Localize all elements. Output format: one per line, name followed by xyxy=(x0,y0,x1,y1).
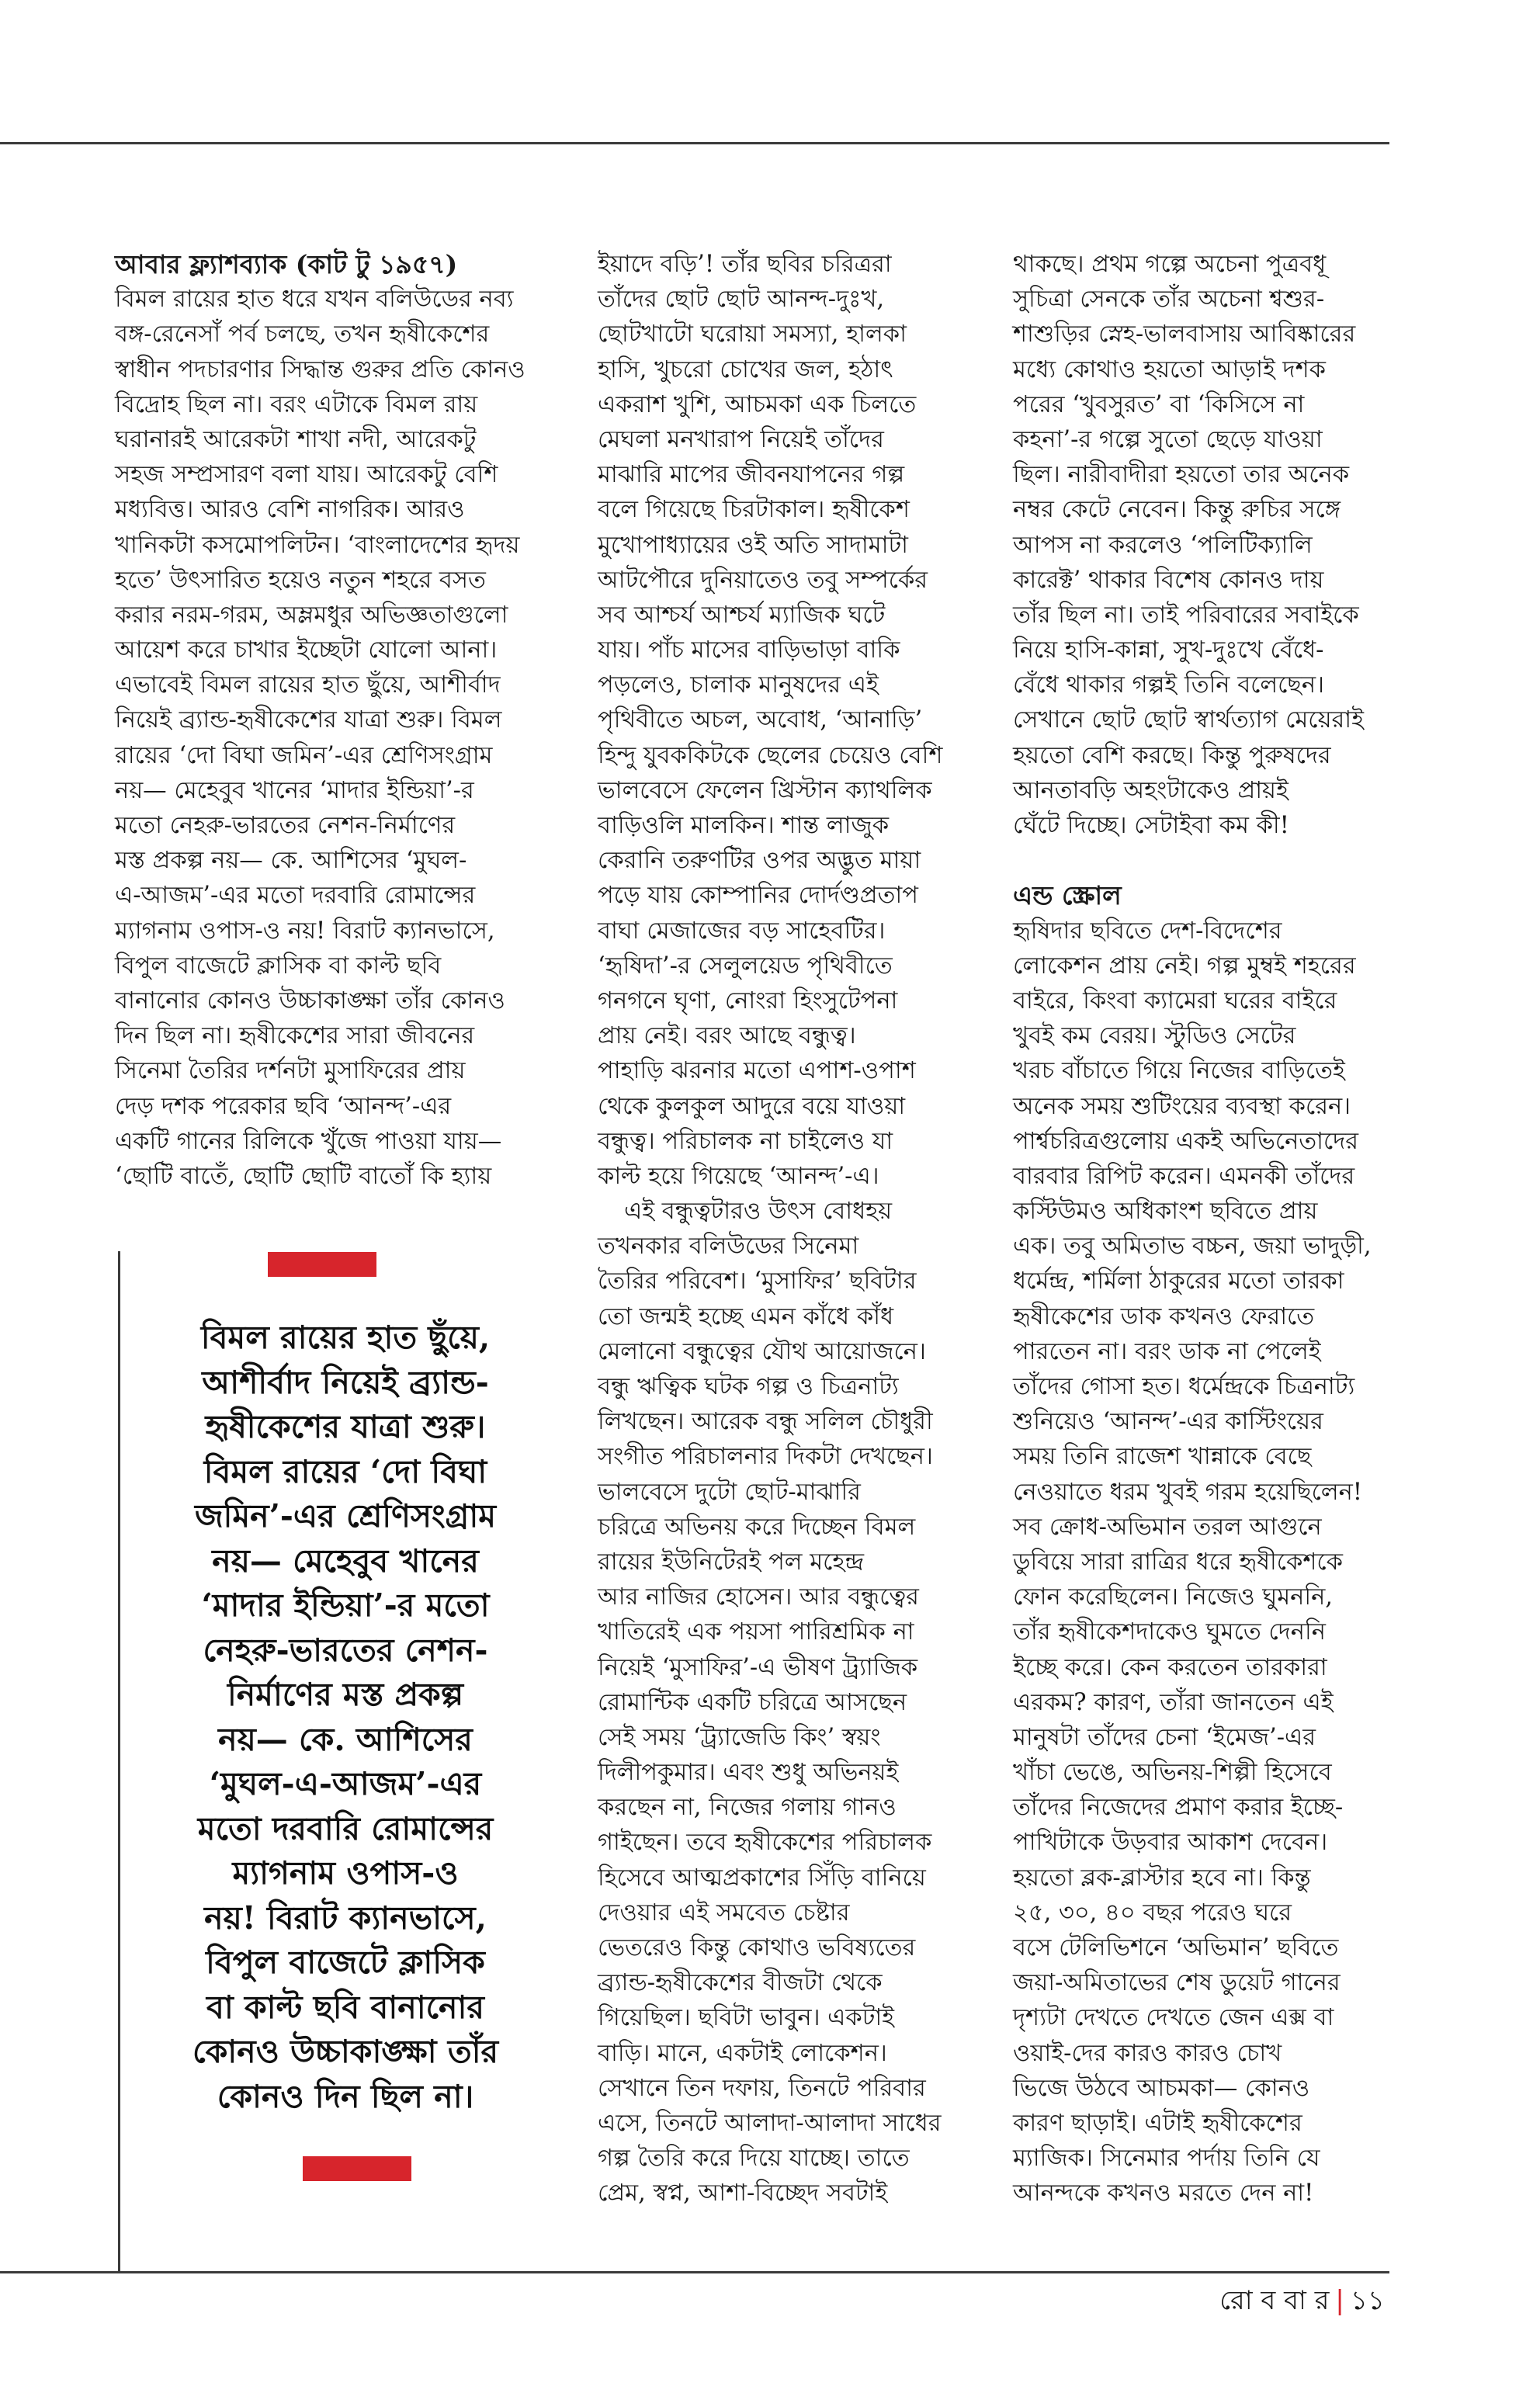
body-text-line: তখনকার বলিউডের সিনেমা xyxy=(598,1233,859,1261)
body-text-line: মানুষটা তাঁদের চেনা ‘ইমেজ’-এর xyxy=(1013,1723,1316,1751)
body-text-line: হৃষিদার ছবিতে দেশ-বিদেশের xyxy=(1013,917,1282,945)
body-text-line: পড়ে যায় কোম্পানির দোর্দণ্ডপ্রতাপ xyxy=(598,882,918,910)
body-text-line: গাইছেন। তবে হৃষীকেশের পরিচালক xyxy=(598,1829,932,1857)
body-text-line: সেই সময় ‘ট্র্যাজেডি কিং’ স্বয়ং xyxy=(598,1723,881,1751)
pullquote-top-red-bar xyxy=(268,1252,376,1277)
body-text-line: পৃথিবীতে অচল, অবোধ, ‘আনাড়ি’ xyxy=(598,706,923,734)
top-rule xyxy=(0,142,1389,144)
body-text-line: সেখানে ছোট ছোট স্বার্থত্যাগ মেয়েরাই xyxy=(1013,706,1365,734)
body-text-line: আনতাবড়ি অহংটাকেও প্রায়ই xyxy=(1013,776,1289,804)
article-column-3 xyxy=(1013,247,1417,2211)
body-text-line: কস্টিউমও অধিকাংশ ছবিতে প্রায় xyxy=(1013,1198,1318,1226)
body-text-line: এভাবেই বিমল রায়ের হাত ছুঁয়ে, আশীর্বাদ xyxy=(115,671,501,699)
column-3-body-part-1 xyxy=(1013,247,1417,843)
body-text-line: সময় তিনি রাজেশ খান্নাকে বেছে xyxy=(1013,1443,1312,1471)
body-text-line: কারেক্ট’ থাকার বিশেষ কোনও দায় xyxy=(1013,566,1324,594)
body-text-line: বারবার রিপিট করেন। এমনকী তাঁদের xyxy=(1013,1162,1355,1190)
body-text-line: ম্যাজিক। সিনেমার পর্দায় তিনি যে xyxy=(1013,2145,1320,2173)
body-text-line: মুখোপাধ্যায়ের ওই অতি সাদামাটা xyxy=(598,531,908,559)
body-text-line: মস্ত প্রকল্প নয়— কে. আশিসের ‘মুঘল- xyxy=(115,847,467,875)
pullquote-line: বিপুল বাজেটে ক্লাসিক xyxy=(206,1944,485,1981)
pullquote xyxy=(140,1316,551,2119)
body-text-line: মেঘলা মনখারাপ নিয়েই তাঁদের xyxy=(598,425,884,453)
body-text-line: দিন ছিল না। হৃষীকেশের সারা জীবনের xyxy=(115,1022,475,1050)
body-text-line: ‘ছোটি বাতেঁ, ছোটি ছোটি বাতোঁ কি হ্যায় xyxy=(115,1162,492,1190)
body-text-line: আর নাজির হোসেন। আর বন্ধুত্বের xyxy=(598,1583,919,1611)
body-text-line: ২৫, ৩০, ৪০ বছর পরেও ঘরে xyxy=(1013,1899,1292,1927)
body-text-line: হিন্দু যুবককিটকে ছেলের চেয়েও বেশি xyxy=(598,741,943,769)
body-text-line: বন্ধু ঋত্বিক ঘটক গল্প ও চিত্রনাট্য xyxy=(598,1373,899,1400)
body-text-line: বিদ্রোহ ছিল না। বরং এটাকে বিমল রায় xyxy=(115,390,478,418)
body-text-line: যায়। পাঁচ মাসের বাড়িভাড়া বাকি xyxy=(598,636,900,664)
body-text-line: দেড় দশক পরেকার ছবি ‘আনন্দ’-এর xyxy=(115,1092,452,1120)
body-text-line: বেঁধে থাকার গল্পই তিনি বলেছেন। xyxy=(1013,671,1325,699)
body-text-line: খানিকটা কসমোপলিটন। ‘বাংলাদেশের হৃদয় xyxy=(115,531,520,559)
body-text-line: ফোন করেছিলেন। নিজেও ঘুমননি, xyxy=(1013,1583,1333,1611)
body-text-line: কাল্ট হয়ে গিয়েছে ‘আনন্দ’-এ। xyxy=(598,1162,879,1190)
body-text-line: গল্প তৈরি করে দিয়ে যাচ্ছে। তাতে xyxy=(598,2145,910,2173)
body-text-line: নম্বর কেটে নেবেন। কিন্তু রুচির সঙ্গে xyxy=(1013,496,1341,524)
body-text-line: মাঝারি মাপের জীবনযাপনের গল্প xyxy=(598,461,905,489)
body-text-line: খাতিরেই এক পয়সা পারিশ্রমিক না xyxy=(598,1618,914,1646)
body-text-line: থেকে কুলকুল আদুরে বয়ে যাওয়া xyxy=(598,1092,906,1120)
pullquote-line: নয়! বিরাট ক্যানভাসে, xyxy=(204,1899,487,1937)
section-heading-end-scroll: এন্ড স্ক্রোল xyxy=(1013,880,1122,911)
body-text-line: ওয়াই-দের কারও কারও চোখ xyxy=(1013,2039,1282,2067)
body-text-line: তো জন্মই হচ্ছে এমন কাঁধে কাঁধ xyxy=(598,1302,894,1330)
body-text-line: কারণ ছাড়াই। এটাই হৃষীকেশের xyxy=(1013,2109,1302,2137)
body-text-line: নিয়ে হাসি-কান্না, সুখ-দুঃখে বেঁধে- xyxy=(1013,636,1324,664)
body-text-line: খরচ বাঁচাতে গিয়ে নিজের বাড়িতেই xyxy=(1013,1057,1345,1085)
body-text-line: শাশুড়ির স্নেহ-ভালবাসায় আবিষ্কারের xyxy=(1013,321,1356,349)
pullquote-line: কোনও দিন ছিল না। xyxy=(217,2077,474,2115)
body-text-line: চরিত্রে অভিনয় করে দিচ্ছেন বিমল xyxy=(598,1513,916,1541)
body-text-line: করার নরম-গরম, অম্লমধুর অভিজ্ঞতাগুলো xyxy=(115,601,508,629)
pullquote-bottom-red-bar xyxy=(303,2156,411,2181)
pullquote-line: আশীর্বাদ নিয়েই ব্র্যান্ড- xyxy=(202,1363,489,1401)
section-gap xyxy=(1013,843,1417,878)
body-text-line: ম্যাগনাম ওপাস-ও নয়! বিরাট ক্যানভাসে, xyxy=(115,917,495,945)
body-text-line: দৃশ্যটা দেখতে দেখতে জেন এক্স বা xyxy=(1013,2004,1334,2032)
body-text-line: ভালবেসে ফেলেন খ্রিস্টান ক্যাথলিক xyxy=(598,776,932,804)
body-text-line: তাঁদের গোসা হত। ধর্মেন্দ্রকে চিত্রনাট্য xyxy=(1013,1373,1355,1400)
body-text-line: সব ক্রোধ-অভিমান তরল আগুনে xyxy=(1013,1513,1322,1541)
body-text-line: ডুবিয়ে সারা রাত্রির ধরে হৃষীকেশকে xyxy=(1013,1548,1344,1576)
body-text-line: পারতেন না। বরং ডাক না পেলেই xyxy=(1013,1337,1321,1365)
body-text-line: সিনেমা তৈরির দর্শনটা মুসাফিরের প্রায় xyxy=(115,1057,466,1085)
body-text-line: ভালবেসে দুটো ছোট-মাঝারি xyxy=(598,1478,861,1506)
body-text-line: একরাশ খুশি, আচমকা এক চিলতে xyxy=(598,390,917,418)
body-text-line: বন্ধুত্ব। পরিচালক না চাইলেও যা xyxy=(598,1127,893,1155)
body-text-line: তাঁর হৃষীকেশদাকেও ঘুমতে দেননি xyxy=(1013,1618,1326,1646)
body-text-line: নিয়েই ব্র্যান্ড-হৃষীকেশের যাত্রা শুরু। বিমল xyxy=(115,706,502,734)
body-text-line: গিয়েছিল। ছবিটা ভাবুন। একটাই xyxy=(598,2004,895,2032)
pullquote-line: বিমল রায়ের হাত ছুঁয়ে, xyxy=(200,1319,491,1356)
body-text-line: থাকছে। প্রথম গল্পে অচেনা পুত্রবধূ xyxy=(1013,251,1327,278)
body-text-line: আনন্দকে কখনও মরতে দেন না! xyxy=(1013,2180,1314,2207)
body-text-line: ইচ্ছে করে। কেন করতেন তারকারা xyxy=(1013,1653,1327,1681)
body-text-line: রোমান্টিক একটি চরিত্রে আসছেন xyxy=(598,1688,907,1716)
body-text-line: ব্র্যান্ড-হৃষীকেশের বীজটা থেকে xyxy=(598,1969,883,1997)
body-text-line: হৃষীকেশের ডাক কখনও ফেরাতে xyxy=(1013,1302,1315,1330)
body-text-line: বিমল রায়ের হাত ধরে যখন বলিউডের নব্য xyxy=(115,286,514,314)
body-text-line: পরের ‘খুবসুরত’ বা ‘কিসিসে না xyxy=(1013,390,1305,418)
body-text-line: শুনিয়েও ‘আনন্দ’-এর কাস্টিংয়ের xyxy=(1013,1408,1323,1436)
body-text-line: পড়লেও, চালাক মানুষদের এই xyxy=(598,671,879,699)
body-text-line: আয়েশ করে চাখার ইচ্ছেটা যোলো আনা। xyxy=(115,636,498,664)
body-text-line: বাঘা মেজাজের বড় সাহেবটির। xyxy=(598,917,886,945)
body-text-line: হয়তো বেশি করছে। কিন্তু পুরুষদের xyxy=(1013,741,1331,769)
body-text-line: আটপৌরে দুনিয়াতেও তবু সম্পর্কের xyxy=(598,566,928,594)
pullquote-line: নেহরু-ভারতের নেশন- xyxy=(203,1631,488,1669)
body-text-line: কহনা’-র গল্পে সুতো ছেড়ে যাওয়া xyxy=(1013,425,1323,453)
body-text-line: প্রেম, স্বপ্ন, আশা-বিচ্ছেদ সবটাই xyxy=(598,2180,888,2207)
body-text-line: পাহাড়ি ঝরনার মতো এপাশ-ওপাশ xyxy=(598,1057,916,1085)
body-text-line: ভিজে উঠবে আচমকা— কোনও xyxy=(1013,2074,1310,2102)
body-text-line: তৈরির পরিবেশ। ‘মুসাফির’ ছবিটার xyxy=(598,1268,917,1295)
footer-separator: | xyxy=(1335,2285,1344,2316)
column-2-body-part-2 xyxy=(598,1229,1001,2211)
body-text-line: রায়ের ইউনিটেরই পল মহেন্দ্র xyxy=(598,1548,865,1576)
body-text-line: প্রায় নেই। বরং আছে বন্ধুত্ব। xyxy=(598,1022,856,1050)
body-text-line: হয়তো ব্লক-ব্লাস্টার হবে না। কিন্তু xyxy=(1013,1864,1311,1892)
body-text-line: কেরানি তরুণটির ওপর অদ্ভুত মায়া xyxy=(598,847,921,875)
body-text-line: এরকম? কারণ, তাঁরা জানতেন এই xyxy=(1013,1688,1334,1716)
section-heading-flashback: আবার ফ্ল্যাশব্যাক (কাট টু ১৯৫৭) xyxy=(115,249,458,279)
body-text-line: পার্শ্বচরিত্রগুলোয় একই অভিনেতাদের xyxy=(1013,1127,1359,1155)
page-footer xyxy=(1219,2285,1385,2316)
body-text-line: ঘেঁটে দিচ্ছে। সেটাইবা কম কী! xyxy=(1013,812,1289,839)
body-text-line: সহজ সম্প্রসারণ বলা যায়। আরেকটু বেশি xyxy=(115,461,498,489)
body-text-line: বিপুল বাজেটে ক্লাসিক বা কাল্ট ছবি xyxy=(115,952,442,980)
pullquote-line: ম্যাগনাম ওপাস-ও xyxy=(232,1854,459,1892)
body-text-line: এক। তবু অমিতাভ বচ্চন, জয়া ভাদুড়ী, xyxy=(1013,1233,1372,1261)
body-text-line: বাড়ি। মানে, একটাই লোকেশন। xyxy=(598,2039,887,2067)
body-text-line: হিসেবে আত্মপ্রকাশের সিঁড়ি বানিয়ে xyxy=(598,1864,926,1892)
body-text-line: লোকেশন প্রায় নেই। গল্প মুম্বই শহরের xyxy=(1013,952,1356,980)
body-text-line: জয়া-অমিতাভের শেষ ডুয়েট গানের xyxy=(1013,1969,1341,1997)
page-number: ১১ xyxy=(1350,2285,1385,2316)
body-text-line: স্বাধীন পদচারণার সিদ্ধান্ত গুরুর প্রতি কোনও xyxy=(115,355,525,383)
body-text-line: নেওয়াতে ধরম খুবই গরম হয়েছিলেন! xyxy=(1013,1478,1363,1506)
pullquote-line: বিমল রায়ের ‘দো বিঘা xyxy=(203,1452,487,1490)
body-text-line: হতে’ উৎসারিত হয়েও নতুন শহরে বসত xyxy=(115,566,486,594)
pullquote-line: হৃষীকেশের যাত্রা শুরু। xyxy=(205,1408,486,1445)
body-text-line: ছোটখাটো ঘরোয়া সমস্যা, হালকা xyxy=(598,321,907,349)
column-3-body-part-2 xyxy=(1013,914,1417,2211)
body-text-line: দেওয়ার এই সমবেত চেষ্টার xyxy=(598,1899,850,1927)
body-text-line: সব আশ্চর্য আশ্চর্য ম্যাজিক ঘটে xyxy=(598,601,886,629)
column-2-body-part-1 xyxy=(598,247,1001,1194)
body-text-line: আপস না করলেও ‘পলিটিক্যালি xyxy=(1013,531,1313,559)
body-text-line: মতো নেহরু-ভারতের নেশন-নির্মাণের xyxy=(115,812,456,839)
body-text-line: ধর্মেন্দ্র, শর্মিলা ঠাকুরের মতো তারকা xyxy=(1013,1268,1344,1295)
body-text-line: এ-আজম’-এর মতো দরবারি রোমান্সের xyxy=(115,882,476,910)
body-text-line: মধ্যে কোথাও হয়তো আড়াই দশক xyxy=(1013,355,1326,383)
body-text-line: ইয়াদে বড়ি’! তাঁর ছবির চরিত্ররা xyxy=(598,251,892,278)
body-text-line: ‘হৃষিদা’-র সেলুলয়েড পৃথিবীতে xyxy=(598,952,893,980)
body-text-line: সংগীত পরিচালনার দিকটা দেখছেন। xyxy=(598,1443,933,1471)
body-text-line: হাসি, খুচরো চোখের জল, হঠাৎ xyxy=(598,355,893,383)
bottom-rule xyxy=(0,2271,1389,2273)
body-text-line: নিয়েই ‘মুসাফির’-এ ভীষণ ট্র্যাজিক xyxy=(598,1653,918,1681)
body-text-line: তাঁদের নিজেদের প্রমাণ করার ইচ্ছে- xyxy=(1013,1794,1344,1822)
body-text-line: করছেন না, নিজের গলায় গানও xyxy=(598,1794,897,1822)
body-text-line: একটি গানের রিলিকে খুঁজে পাওয়া যায়— xyxy=(115,1127,502,1155)
pullquote-line: ‘মাদার ইন্ডিয়া’-র মতো xyxy=(201,1587,490,1624)
article-column-1 xyxy=(115,247,525,1194)
body-text-line: পাখিটাকে উড়বার আকাশ দেবেন। xyxy=(1013,1829,1328,1857)
body-text-line: দিলীপকুমার। এবং শুধু অভিনয়ই xyxy=(598,1759,899,1787)
pullquote-line: জমিন’-এর শ্রেণিসংগ্রাম xyxy=(194,1497,496,1535)
magazine-name: রো ব বা র xyxy=(1219,2285,1330,2316)
body-text-line: ছিল। নারীবাদীরা হয়তো তার অনেক xyxy=(1013,461,1350,489)
body-text-line: বসে টেলিভিশনে ‘অভিমান’ ছবিতে xyxy=(1013,1934,1339,1961)
body-text-line: এসে, তিনটে আলাদা-আলাদা সাধের xyxy=(598,2109,942,2137)
column-1-body xyxy=(115,282,525,1194)
body-text-line: লিখছেন। আরেক বন্ধু সলিল চৌধুরী xyxy=(598,1408,933,1436)
body-text-line: তাঁর ছিল না। তাই পরিবারের সবাইকে xyxy=(1013,601,1359,629)
pullquote-line: নির্মাণের মস্ত প্রকল্প xyxy=(227,1676,464,1713)
body-text-line: খাঁচা ভেঙে, অভিনয়-শিল্পী হিসেবে xyxy=(1013,1759,1332,1787)
pullquote-line: ‘মুঘল-এ-আজম’-এর xyxy=(209,1765,482,1802)
pullquote-line: বা কাল্ট ছবি বানানোর xyxy=(206,1988,484,2026)
body-text-line: ভেতরেও কিন্তু কোথাও ভবিষ্যতের xyxy=(598,1934,916,1961)
pullquote-line: নয়— কে. আশিসের xyxy=(218,1720,473,1758)
body-text-line: বাড়িওলি মালকিন। শান্ত লাজুক xyxy=(598,812,890,839)
pullquote-line: কোনও উচ্চাকাঙ্ক্ষা তাঁর xyxy=(192,2033,499,2070)
body-text-line: ঘরানারই আরেকটা শাখা নদী, আরেকটু xyxy=(115,425,477,453)
body-text-line: মধ্যবিত্ত। আরও বেশি নাগরিক। আরও xyxy=(115,496,465,524)
body-text-line: বলে গিয়েছে চিরটাকাল। হৃষীকেশ xyxy=(598,496,910,524)
pullquote-divider xyxy=(118,1251,120,2272)
pullquote-line: মতো দরবারি রোমান্সের xyxy=(197,1809,494,1847)
body-text-line: নয়— মেহেবুব খানের ‘মাদার ইন্ডিয়া’-র xyxy=(115,776,474,804)
body-text-line: সুচিত্রা সেনকে তাঁর অচেনা শ্বশুর- xyxy=(1013,286,1325,314)
article-column-2 xyxy=(598,247,1001,2211)
body-text-line: বাইরে, কিংবা ক্যামেরা ঘরের বাইরে xyxy=(1013,987,1337,1014)
body-text-line: রায়ের ‘দো বিঘা জমিন’-এর শ্রেণিসংগ্রাম xyxy=(115,741,493,769)
body-text-line: গনগনে ঘৃণা, নোংরা হিংসুটেপনা xyxy=(598,987,898,1014)
body-text-line: মেলানো বন্ধুত্বের যৌথ আয়োজনে। xyxy=(598,1337,926,1365)
body-text-line: সেখানে তিন দফায়, তিনটে পরিবার xyxy=(598,2074,926,2102)
body-text-line: বানানোর কোনও উচ্চাকাঙ্ক্ষা তাঁর কোনও xyxy=(115,987,505,1014)
body-text-line: খুবই কম বেরয়। স্টুডিও সেটের xyxy=(1013,1022,1296,1050)
pullquote-line: নয়— মেহেবুব খানের xyxy=(212,1542,479,1580)
body-text-line: বঙ্গ-রেনেসাঁ পর্ব চলছে, তখন হৃষীকেশের xyxy=(115,321,490,349)
body-text-line: তাঁদের ছোট ছোট আনন্দ-দুঃখ, xyxy=(598,286,885,314)
paragraph-start-line: এই বন্ধুত্বটারও উৎস বোধহয় xyxy=(624,1198,893,1226)
body-text-line: অনেক সময় শুটিংয়ের ব্যবস্থা করেন। xyxy=(1013,1092,1351,1120)
